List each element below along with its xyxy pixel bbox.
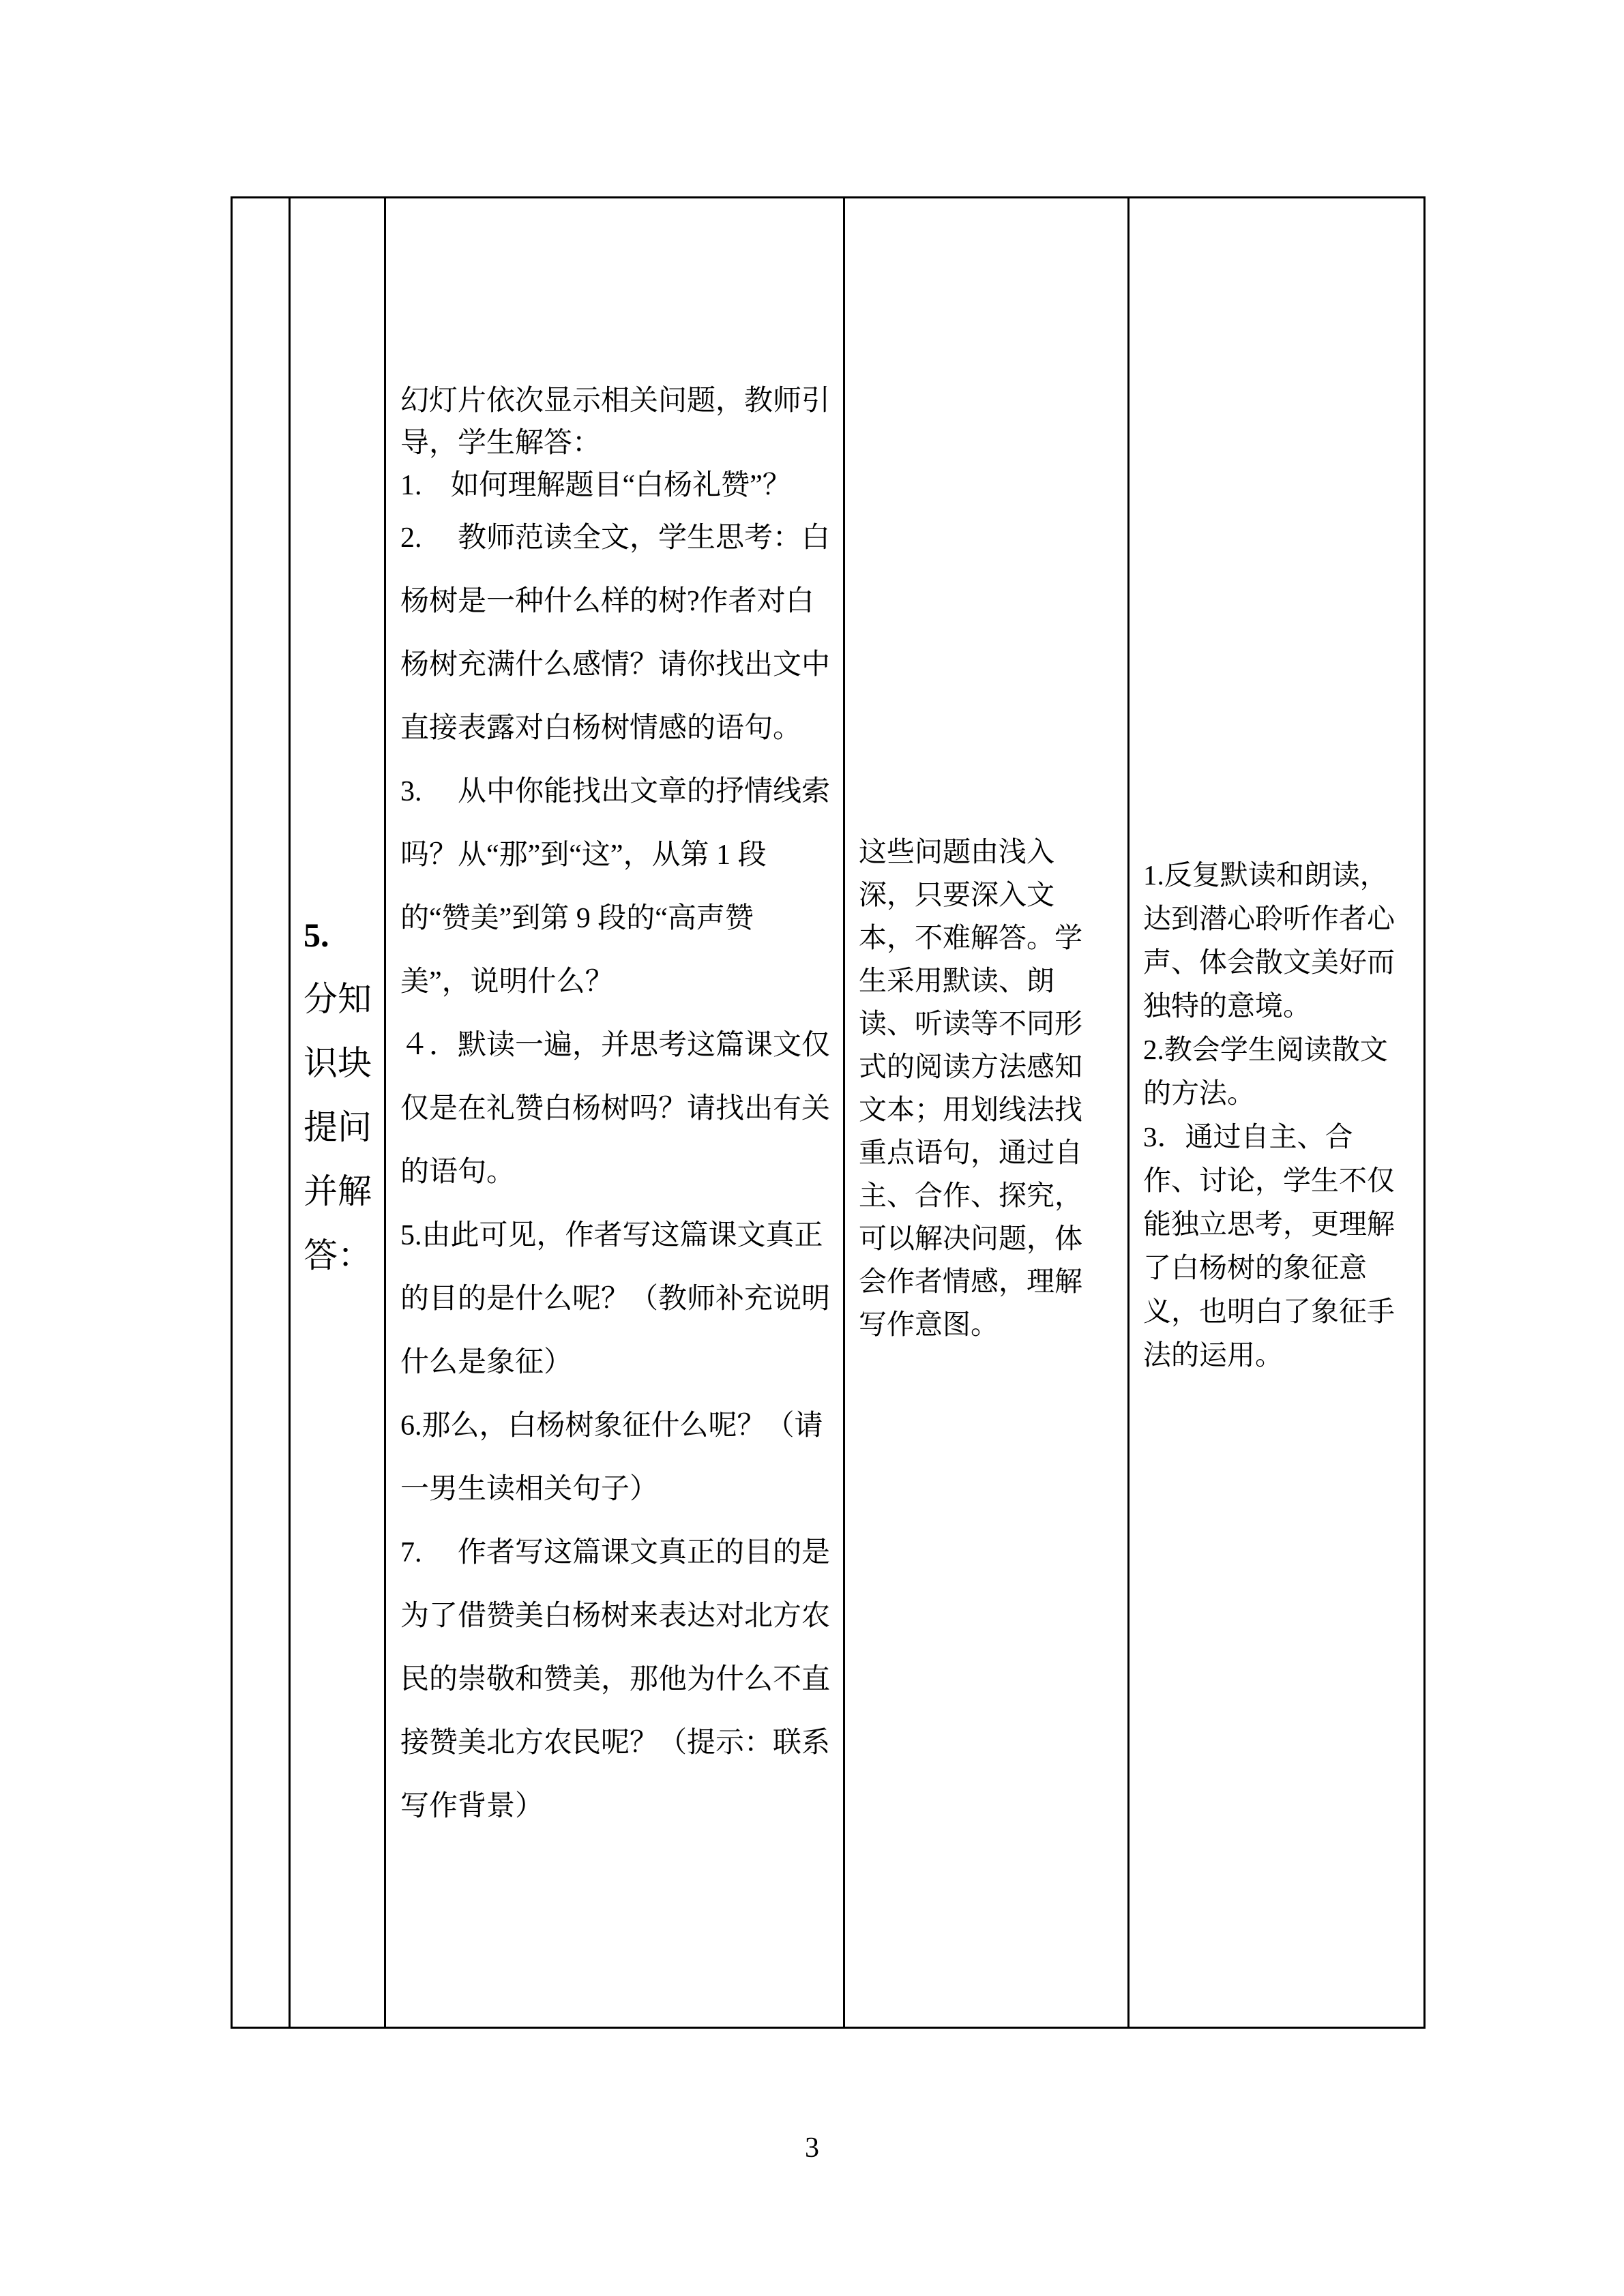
- activities-intro-line: 导，学生解答：: [400, 428, 602, 459]
- lesson-plan-table: [231, 196, 1426, 2029]
- outcome-note-line: 义，也明白了象征手: [1143, 1296, 1395, 1327]
- method-note-line: 会作者情感，理解: [859, 1266, 1082, 1297]
- activities-question-line: 5.由此可见，作者写这篇课文真正: [400, 1220, 823, 1251]
- activities-question-line: 3. 从中你能找出文章的抒情线索: [400, 776, 831, 807]
- method-note-line: 写作意图。: [859, 1309, 999, 1340]
- activities-question-line: 杨树充满什么感情？请你找出文中: [400, 649, 831, 681]
- activities-question-line: 的语句。: [400, 1157, 516, 1188]
- activities-intro-line: 幻灯片依次显示相关问题，教师引: [400, 385, 831, 417]
- stage-label-line: 并解: [304, 1172, 372, 1210]
- stage-label: [304, 903, 384, 1287]
- activities-question-line: 美”，说明什么？: [400, 966, 614, 998]
- stage-label-line: 提问: [304, 1108, 372, 1146]
- outcome-note-line: 的方法。: [1143, 1077, 1255, 1109]
- outcome-note-line: 达到潜心聆听作者心: [1143, 903, 1395, 934]
- method-note-line: 主、合作、探究，: [859, 1180, 1082, 1211]
- stage-label-line: 答：: [304, 1236, 372, 1274]
- stage-label-line: 识块: [304, 1044, 372, 1082]
- method-note-line: 生采用默读、朗: [859, 965, 1054, 996]
- activities-question-line: 民的崇敬和赞美，那他为什么不直: [400, 1664, 831, 1695]
- method-note-line: 重点语句，通过自: [859, 1137, 1082, 1168]
- outcome-note-line: 1.反复默读和朗读，: [1143, 859, 1388, 891]
- outcome-note-line: 声、体会散文美好而: [1143, 946, 1395, 978]
- outcome-note-line: 能独立思考，更理解: [1143, 1208, 1395, 1240]
- outcome-note: [1143, 853, 1423, 1377]
- activities-question-line: 一男生读相关句子）: [400, 1474, 659, 1505]
- method-note-line: 式的阅读方法感知: [859, 1051, 1082, 1082]
- activities-question-line: 杨树是一种什么样的树?作者对白: [400, 586, 814, 617]
- activities-questions: [400, 507, 843, 1838]
- outcome-note-line: 法的运用。: [1143, 1339, 1283, 1371]
- activities-question-line: 直接表露对白杨树情感的语句。: [400, 713, 802, 744]
- method-note-line: 这些问题由浅入: [859, 836, 1054, 867]
- activities-intro: [400, 380, 843, 507]
- stage-label-line: 5.: [304, 916, 329, 954]
- method-note-line: 读、听读等不同形: [859, 1008, 1082, 1039]
- activities-question-line: ４．默读一遍，并思考这篇课文仅: [400, 1030, 831, 1061]
- activities-question-line: 的目的是什么呢？（教师补充说明: [400, 1283, 831, 1315]
- stage-label-line: 分知: [304, 980, 372, 1018]
- outcome-note-line: 独特的意境。: [1143, 990, 1311, 1022]
- empty-cell: [233, 198, 289, 2027]
- method-cell: [843, 198, 1127, 2027]
- outcome-cell: [1127, 198, 1423, 2027]
- activities-cell: [384, 198, 843, 2027]
- method-note: [859, 831, 1127, 1346]
- page-number: 3: [805, 2132, 819, 2164]
- activities-question-line: 写作背景）: [400, 1791, 544, 1822]
- method-note-line: 可以解决问题，体: [859, 1223, 1082, 1254]
- method-note-line: 文本；用划线法找: [859, 1094, 1082, 1125]
- outcome-note-line: 了白杨树的象征意: [1143, 1252, 1367, 1283]
- activities-question-line: 6.那么，白杨树象征什么呢？（请: [400, 1410, 823, 1442]
- activities-question-line: 吗？从“那”到“这”，从第 1 段: [400, 839, 767, 871]
- outcome-note-line: 3．通过自主、合: [1143, 1121, 1353, 1152]
- outcome-note-line: 2.教会学生阅读散文: [1143, 1034, 1388, 1065]
- outcome-note-line: 作、讨论，学生不仅: [1143, 1165, 1395, 1196]
- activities-question-line: 7. 作者写这篇课文真正的目的是: [400, 1537, 831, 1568]
- activities-question-line: 2. 教师范读全文，学生思考：白: [400, 522, 831, 554]
- method-note-line: 深，只要深入文: [859, 879, 1054, 910]
- activities-question-line: 接赞美北方农民呢？（提示：联系: [400, 1727, 831, 1759]
- activities-question-line: 为了借赞美白杨树来表达对北方农: [400, 1600, 831, 1632]
- activities-intro-line: 1. 如何理解题目“白杨礼赞”？: [400, 470, 791, 501]
- activities-question-line: 的“赞美”到第 9 段的“高声赞: [400, 903, 754, 934]
- activities-question-line: 仅是在礼赞白杨树吗？请找出有关: [400, 1093, 831, 1124]
- stage-cell: [289, 198, 384, 2027]
- method-note-line: 本，不难解答。学: [859, 922, 1082, 953]
- activities-question-line: 什么是象征）: [400, 1347, 573, 1378]
